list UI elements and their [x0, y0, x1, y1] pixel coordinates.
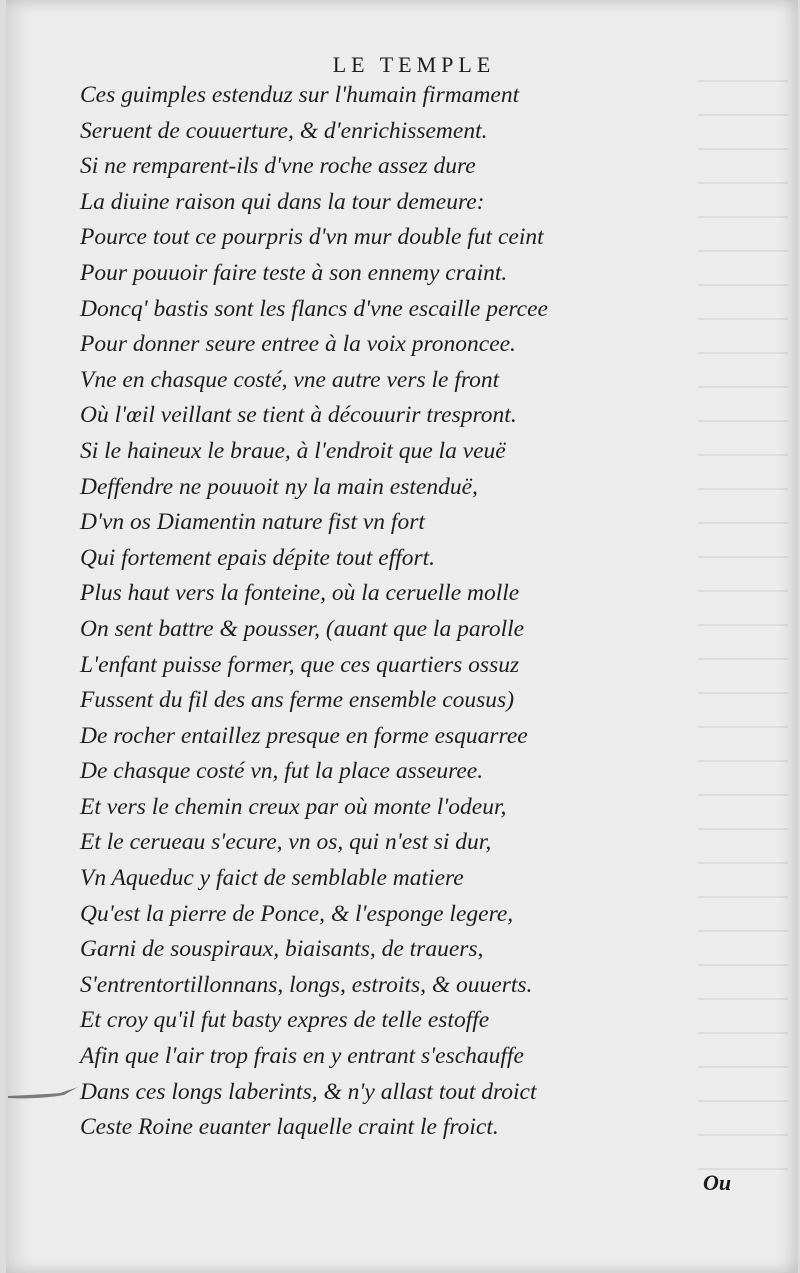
- verse-line: Deffendre ne pouuoit ny la main estenduë,: [80, 473, 478, 500]
- show-through-text: [698, 80, 788, 1180]
- verse-line: De rocher entaillez presque en forme esquarree: [80, 722, 528, 749]
- verse-line: Et vers le chemin creux par où monte l'odeur,: [80, 793, 507, 820]
- verse-line: Ceste Roine euanter laquelle craint le froict.: [80, 1114, 499, 1141]
- verse-line: Doncq' bastis sont les flancs d'vne escaille percee: [80, 295, 548, 322]
- running-head: LE TEMPLE: [332, 52, 496, 77]
- catchword: Ou: [703, 1170, 732, 1195]
- verse-line: Et croy qu'il fut basty expres de telle estoffe: [80, 1007, 490, 1034]
- verse-line: Qu'est la pierre de Ponce, & l'esponge legere,: [80, 900, 514, 927]
- verse-line: Si le haineux le braue, à l'endroit que la veuë: [80, 437, 506, 464]
- verse-line: Où l'œil veillant se tient à découurir trespront.: [80, 402, 517, 429]
- verse-line: Fussent du fil des ans ferme ensemble cousus): [80, 687, 515, 714]
- verse-line: Pource tout ce pourpris d'vn mur double fut ceint: [80, 224, 544, 251]
- verse-line: Si ne remparent-ils d'vne roche assez dure: [80, 153, 476, 180]
- verse-line: Vn Aqueduc y faict de semblable matiere: [80, 865, 464, 892]
- verse-line: D'vn os Diamentin nature fist vn fort: [80, 509, 425, 536]
- verse-line: Plus haut vers la fonteine, où la ceruelle molle: [80, 580, 520, 607]
- verse-line: Dans ces longs laberints, & n'y allast tout droict: [80, 1078, 537, 1105]
- verse-line: On sent battre & pousser, (auant que la parolle: [80, 615, 525, 642]
- verse-line: La diuine raison qui dans la tour demeure:: [80, 188, 485, 215]
- verse-list: [80, 78, 640, 1146]
- verse-line: Qui fortement epais dépite tout effort.: [80, 544, 436, 571]
- verse-line: L'enfant puisse former, que ces quartiers ossuz: [80, 651, 520, 678]
- verse-line: S'entrentortillonnans, longs, estroits, & ouuerts.: [80, 971, 533, 998]
- verse-line: Pour pouuoir faire teste à son ennemy craint.: [80, 259, 508, 286]
- verse-line: Seruent de couuerture, & d'enrichissement.: [80, 117, 488, 144]
- verse-line: Et le cerueau s'ecure, vn os, qui n'est si dur,: [80, 829, 492, 856]
- verse-line: Garni de souspiraux, biaisants, de trauers,: [80, 936, 484, 963]
- verse-line: Ces guimples estenduz sur l'humain firmament: [80, 82, 520, 108]
- verse-line: De chasque costé vn, fut la place asseuree.: [80, 758, 484, 785]
- ink-pointer-mark: [8, 1086, 78, 1102]
- verse-line: Pour donner seure entree à la voix prononcee.: [80, 331, 516, 358]
- verse-line: Vne en chasque costé, vne autre vers le front: [80, 366, 500, 393]
- verse-line: Afin que l'air trop frais en y entrant s'eschauffe: [80, 1043, 524, 1070]
